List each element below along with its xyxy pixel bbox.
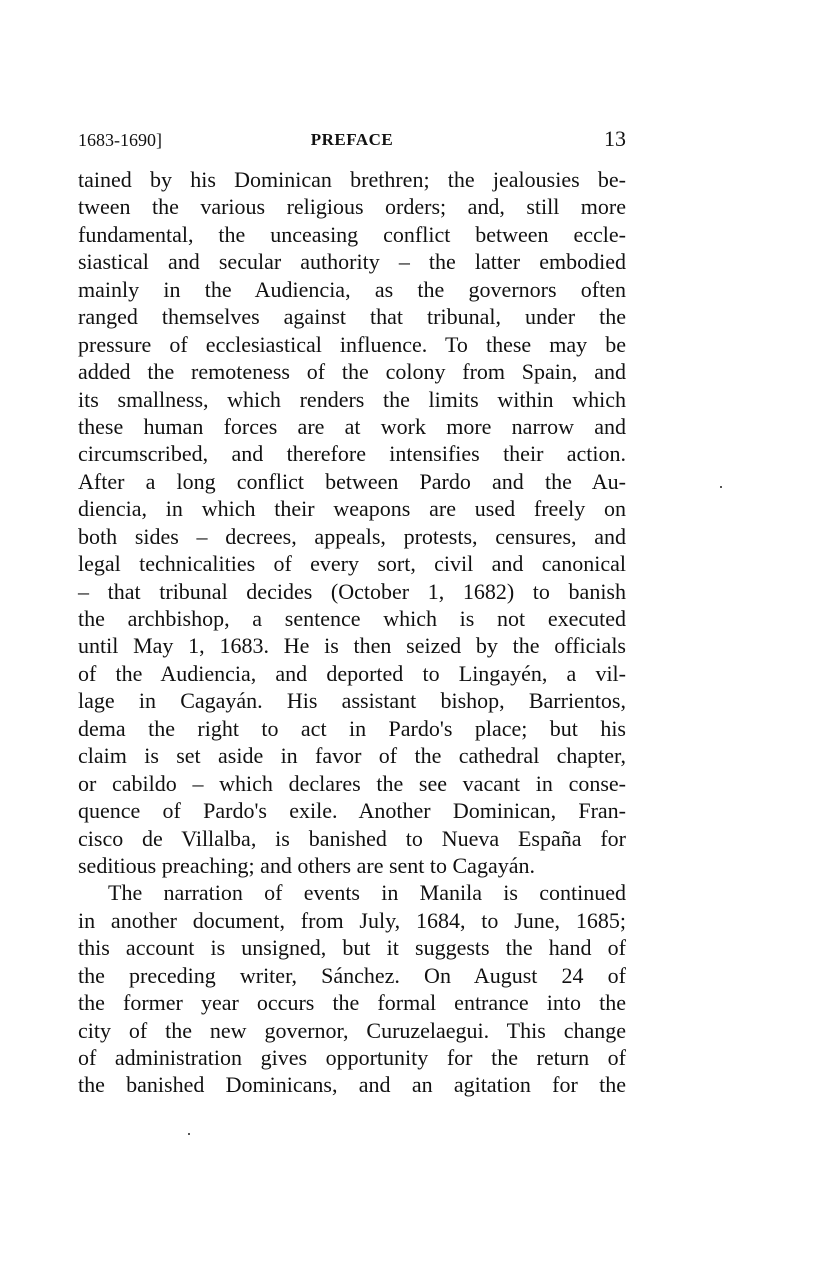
text-line: city of the new governor, Curuzelaegui. This change — [78, 1017, 626, 1043]
scan-speck — [188, 1133, 190, 1135]
text-line: ranged themselves against that tribunal, under the — [78, 304, 626, 330]
text-line: cisco de Villalba, is banished to Nueva España for — [78, 825, 626, 851]
text-line: seditious preaching; and others are sent to Cagayán. — [78, 852, 535, 878]
text-line: tained by his Dominican brethren; the jealousies be- — [78, 167, 626, 192]
text-line: After a long conflict between Pardo and the Au- — [78, 468, 626, 494]
text-line: its smallness, which renders the limits within which — [78, 386, 626, 412]
paragraph-start-line: The narration of events in Manila is continued — [108, 880, 626, 906]
page-number: 13 — [604, 126, 626, 151]
text-line: these human forces are at work more narrow and — [78, 413, 626, 439]
text-line: quence of Pardo's exile. Another Dominican, Fran- — [78, 798, 626, 824]
text-line: the former year occurs the formal entrance into the — [78, 990, 626, 1016]
text-line: legal technicalities of every sort, civil and canonical — [78, 551, 626, 577]
text-line: mainly in the Audiencia, as the governors often — [78, 276, 626, 302]
scan-speck — [720, 486, 722, 488]
running-header — [78, 126, 626, 156]
text-line: claim is set aside in favor of the cathedral chapter, — [78, 743, 626, 769]
text-line: pressure of ecclesiastical influence. To these may be — [78, 331, 626, 357]
text-line: fundamental, the unceasing conflict between eccle- — [78, 221, 626, 247]
text-line: both sides – decrees, appeals, protests, censures, and — [78, 523, 626, 549]
text-line: or cabildo – which declares the see vacant in conse- — [78, 770, 626, 796]
text-line: lage in Cagayán. His assistant bishop, Barrientos, — [78, 688, 626, 714]
text-line: circumscribed, and therefore intensifies their action. — [78, 441, 626, 467]
text-line: added the remoteness of the colony from Spain, and — [78, 359, 626, 385]
text-line: dema the right to act in Pardo's place; but his — [78, 715, 626, 741]
text-line: the banished Dominicans, and an agitation for the — [78, 1072, 626, 1098]
body-text — [78, 166, 626, 1099]
text-line: until May 1, 1683. He is then seized by the officials — [78, 633, 626, 659]
text-line: the preceding writer, Sánchez. On August 24 of — [78, 962, 626, 988]
text-line: in another document, from July, 1684, to June, 1685; — [78, 907, 626, 933]
text-line: the archbishop, a sentence which is not executed — [78, 606, 626, 631]
text-line: siastical and secular authority – the latter embodied — [78, 249, 626, 275]
text-line: this account is unsigned, but it suggests the hand of — [78, 935, 626, 961]
text-line: of administration gives opportunity for the return of — [78, 1045, 626, 1070]
header-date-range: 1683-1690] — [78, 130, 162, 150]
text-line: – that tribunal decides (October 1, 1682) to banish — [78, 578, 626, 604]
header-title: PREFACE — [310, 130, 394, 149]
text-line: of the Audiencia, and deported to Lingayén, a vil- — [78, 660, 626, 686]
text-line: diencia, in which their weapons are used freely on — [78, 496, 626, 522]
text-line: tween the various religious orders; and, still more — [78, 194, 626, 220]
